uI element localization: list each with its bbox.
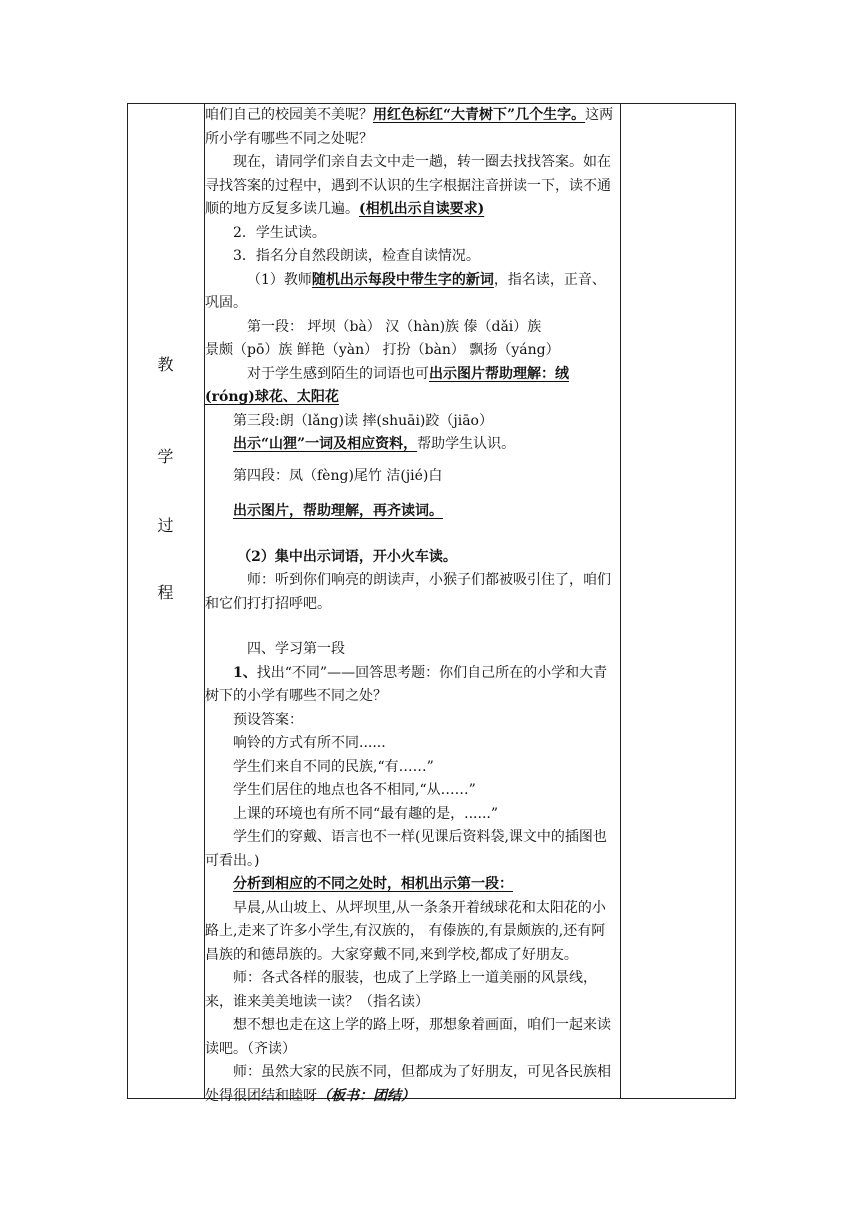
highlight-instruction: 随机出示每段中带生字的新词 xyxy=(311,271,494,288)
step-line: 2．学生试读。 xyxy=(233,224,326,241)
text: ，指名读，正音、巩固。 xyxy=(205,271,606,311)
board-note: （板书：团结） xyxy=(317,1087,415,1104)
spacer xyxy=(205,488,617,500)
vocab-line: 第四段：凤（fèng)尾竹 洁(jié)白 xyxy=(233,467,443,484)
text: 这两所小学有哪些不同之处呢？ xyxy=(205,107,614,147)
paragraph: 想不想也走在这上学的路上呀，那想象着画面，咱们一起来读读吧。（齐读） xyxy=(205,1017,611,1057)
label-char-3: 过 xyxy=(157,516,174,535)
paragraph xyxy=(205,151,617,222)
text: （1）教师 xyxy=(247,271,312,288)
text: 帮助学生认识。 xyxy=(417,436,516,452)
highlight-instruction: 用红色标红“大青树下”几个生字。 xyxy=(373,107,586,123)
label-char-2: 学 xyxy=(157,447,174,466)
highlight-instruction: 出示“山狸”一词及相应资料， xyxy=(233,436,418,452)
label-char-1: 教 xyxy=(157,355,174,374)
step-line: 3．指名分自然段朗读，检查自读情况。 xyxy=(233,248,480,264)
step-heading: （2）集中出示词语，开小火车读。 xyxy=(237,548,457,565)
paragraph xyxy=(205,662,617,709)
answer-line: 学生们来自不同的民族,“有……” xyxy=(233,758,434,775)
answer-line: 上课的环境也有所不同“最有趣的是，......” xyxy=(233,805,499,822)
paragraph xyxy=(205,363,617,410)
spacer xyxy=(205,616,617,638)
text-line: 预设答案： xyxy=(233,711,303,728)
paragraph xyxy=(205,433,617,457)
notes-cell xyxy=(621,104,736,1099)
highlight-instruction: (相机出示自读要求) xyxy=(359,201,485,217)
text: 对于学生感到陌生的词语也可 xyxy=(247,365,429,382)
text: 师：虽然大家的民族不同，但都成为了好朋友，可见各民族相处得很团结和睦呀 xyxy=(205,1064,611,1104)
step-number: 1、 xyxy=(233,664,257,681)
paragraph: 师：听到你们响亮的朗读声，小猴子们都被吸引住了，咱们和它们打打招呼吧。 xyxy=(205,572,611,612)
answer-line: 学生们的穿戴、语言也不一样(见课后资料袋,课文中的插图也可看出。) xyxy=(205,829,607,869)
paragraph: 早晨,从山坡上、从坪坝里,从一条条开着绒球花和太阳花的小路上,走来了许多小学生,有汉族的， 有傣族的,有景颇族的,还有阿昌族的和德昂族的。大家穿戴不同,来到学校,都成了好朋友。 xyxy=(205,899,606,963)
answer-line: 学生们居住的地点也各不相同,“从……” xyxy=(233,782,476,798)
highlight-instruction: 出示图片，帮助理解，再齐读词。 xyxy=(233,503,443,519)
section-heading: 四、学习第一段 xyxy=(247,641,345,657)
label-char-4: 程 xyxy=(157,583,174,602)
paragraph: 师：各式各样的服装，也成了上学路上一道美丽的风景线，来，谁来美美地读一读？（指名读） xyxy=(205,970,597,1010)
answer-line: 响铃的方式有所不同...... xyxy=(233,735,386,751)
text: 现在，请同学们亲自去文中走一趟，转一圈去找找答案。如在寻找答案的过程中，遇到不认识的生字根据注音拼读一下，读不通顺的地方反复多读几遍。 xyxy=(205,154,611,217)
vocab-line: 第三段:朗（lǎng)读 摔(shuāi)跤（jiāo） xyxy=(233,412,493,429)
text: 咱们自己的校园美不美呢？ xyxy=(205,107,373,123)
highlight-instruction: 出示图片帮助理解：绒(róng)球花、太阳花 xyxy=(205,365,569,405)
spacer xyxy=(205,524,617,546)
paragraph xyxy=(205,1061,617,1108)
lesson-content xyxy=(205,104,617,1108)
text: 找出“不同”——回答思考题：你们自己所在的小学和大青树下的小学有哪些不同之处？ xyxy=(205,664,608,704)
vocab-line: 第一段： 坪坝（bà） 汉（hàn)族 傣（dǎi）族 xyxy=(247,318,542,335)
highlight-instruction: 分析到相应的不同之处时，相机出示第一段： xyxy=(233,876,513,892)
paragraph xyxy=(205,104,617,151)
paragraph xyxy=(205,269,617,316)
vocab-line: 景颇（pō）族 鲜艳（yàn） 打扮（bàn） 飘扬（yáng） xyxy=(205,342,560,358)
